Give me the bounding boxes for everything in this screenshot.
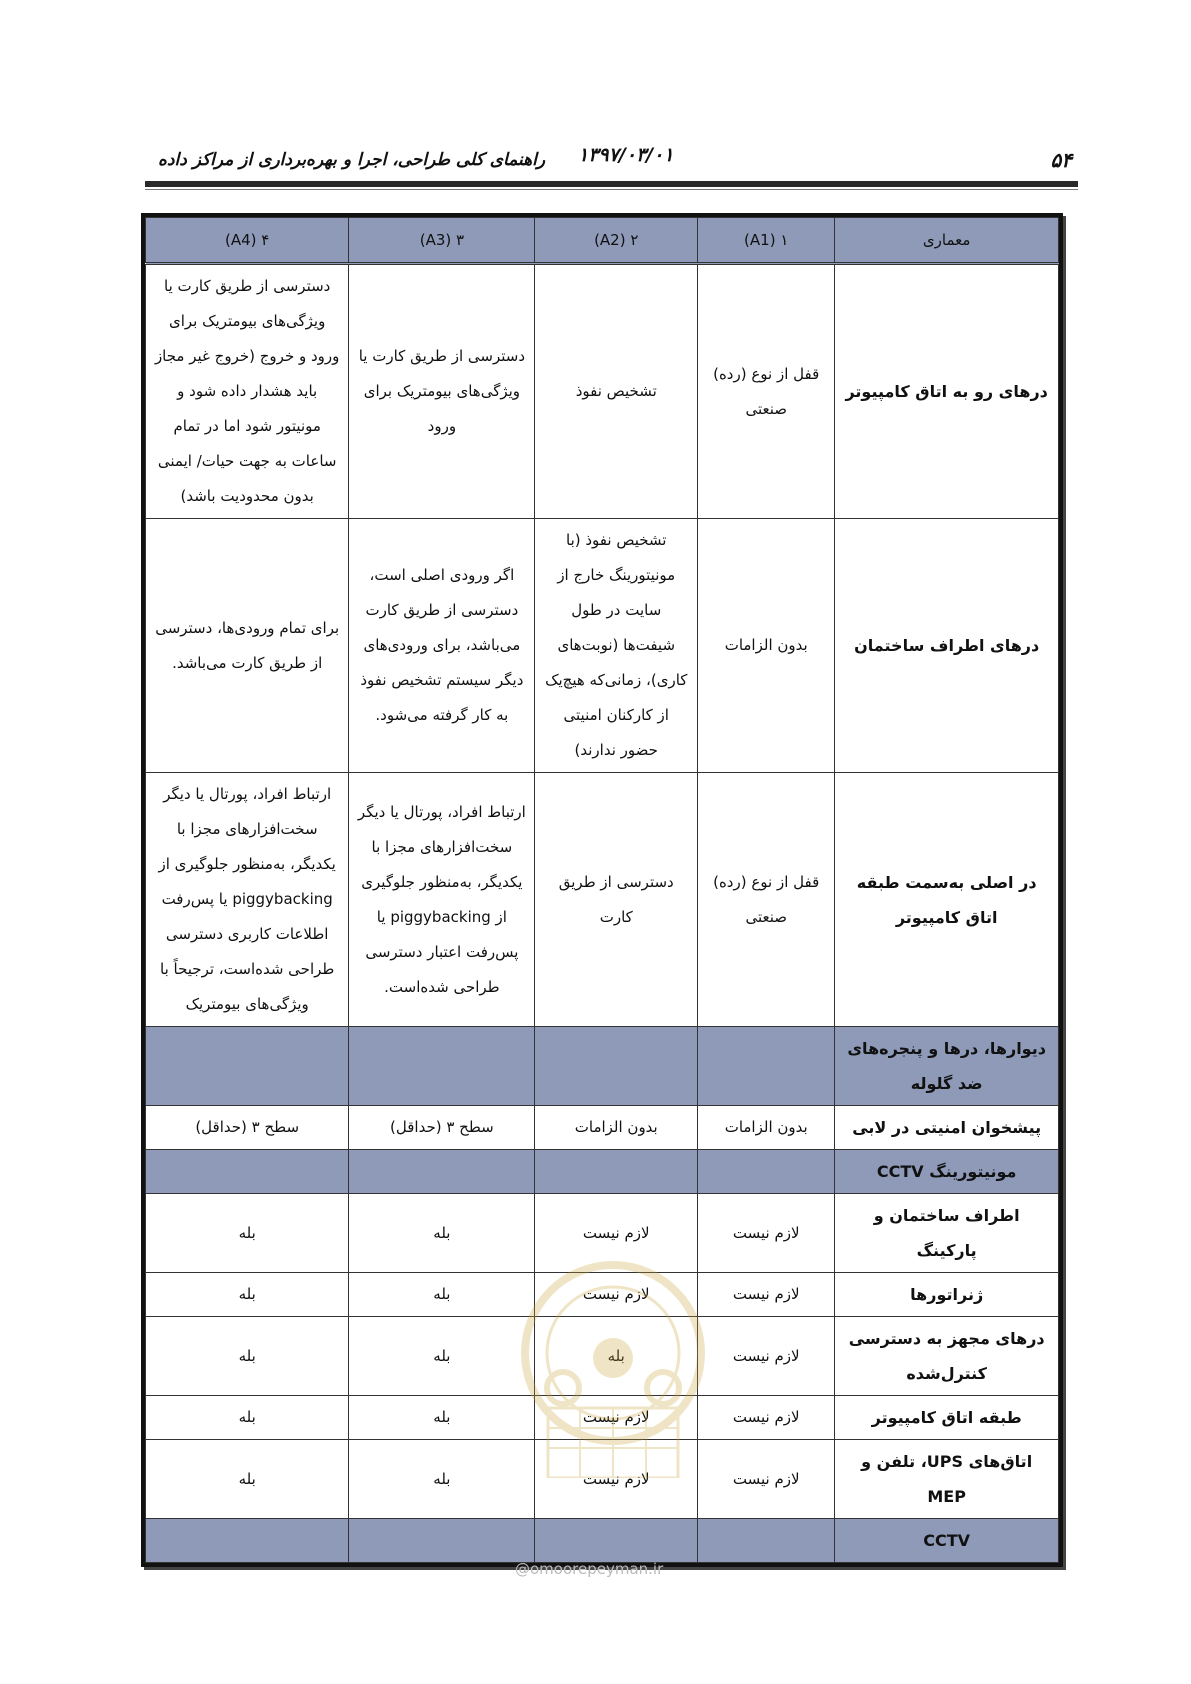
table-cell: دسترسی از طریق کارت [535, 773, 698, 1027]
table-cell: بله [146, 1396, 349, 1440]
row-title: طبقه اتاق کامپیوتر [835, 1396, 1059, 1440]
section-row [146, 1519, 1059, 1563]
table-row [146, 519, 1059, 773]
watermark-caption: @omoorepeyman.ir [515, 1560, 664, 1578]
table-row [146, 1396, 1059, 1440]
table-cell: بله [349, 1317, 535, 1396]
table-row [146, 1440, 1059, 1519]
table-cell: لازم نیست [535, 1273, 698, 1317]
table-cell: بله [146, 1273, 349, 1317]
table-cell [146, 1027, 349, 1106]
table-cell [698, 1150, 835, 1194]
table-cell [349, 1027, 535, 1106]
table-cell: بدون الزامات [698, 519, 835, 773]
row-title: در اصلی به‌سمت طبقه اتاق کامپیوتر [835, 773, 1059, 1027]
row-title: اطراف ساختمان و پارکینگ [835, 1194, 1059, 1273]
table-cell: بله [146, 1194, 349, 1273]
row-title: درهای مجهز به دسترسی کنترل‌شده [835, 1317, 1059, 1396]
section-title: مونیتورینگ CCTV [835, 1150, 1059, 1194]
table-cell: بله [349, 1194, 535, 1273]
page-header [148, 138, 1076, 178]
table-cell: لازم نیست [698, 1194, 835, 1273]
section-row [146, 1027, 1059, 1106]
table-cell: بدون الزامات [698, 1106, 835, 1150]
table-row [146, 773, 1059, 1027]
row-title: اتاق‌های UPS، تلفن و MEP [835, 1440, 1059, 1519]
table-cell: ارتباط افراد، پورتال یا دیگر سخت‌افزارهای مجزا با یکدیگر، به‌منظور جلوگیری از piggybacking یا پس‌رفت اطلاعات کاربری دسترسی طراحی شده‌است، ترجیحاً با ویژگی‌های بیومتریک [146, 773, 349, 1027]
column-header: معماری [835, 218, 1059, 264]
table-cell: سطح ۳ (حداقل) [349, 1106, 535, 1150]
section-row [146, 1150, 1059, 1194]
table-cell: اگر ورودی اصلی است، دسترسی از طریق کارت می‌باشد، برای ورودی‌های دیگر سیستم تشخیص نفوذ به کار گرفته می‌شود. [349, 519, 535, 773]
requirements-table [145, 217, 1059, 1563]
table-cell: لازم نیست [535, 1440, 698, 1519]
row-title: ژنراتورها [835, 1273, 1059, 1317]
header-rule [145, 181, 1078, 187]
column-header: ۱ (A1) [698, 218, 835, 264]
column-header: ۴ (A4) [146, 218, 349, 264]
table-cell: بله [146, 1317, 349, 1396]
table-cell [146, 1519, 349, 1563]
row-title: پیشخوان امنیتی در لابی [835, 1106, 1059, 1150]
table-header-row [146, 218, 1059, 264]
column-header: ۳ (A3) [349, 218, 535, 264]
header-date: ۱۳۹۷/۰۳/۰۱ [578, 144, 674, 166]
table-cell [349, 1150, 535, 1194]
table-cell: تشخیص نفوذ (با مونیتورینگ خارج از سایت در طول شیفت‌ها (نوبت‌های کاری)، زمانی‌که هیچ‌یک از کارکنان امنیتی حضور ندارند) [535, 519, 698, 773]
table-row [146, 1194, 1059, 1273]
table-cell: برای تمام ورودی‌ها، دسترسی از طریق کارت می‌باشد. [146, 519, 349, 773]
table-cell: قفل از نوع (رده) صنعتی [698, 773, 835, 1027]
requirements-table-frame [141, 213, 1063, 1567]
table-row [146, 1106, 1059, 1150]
table-cell: بله [349, 1440, 535, 1519]
table-cell: قفل از نوع (رده) صنعتی [698, 264, 835, 519]
page-number: ۵۴ [1050, 148, 1072, 172]
table-cell: لازم نیست [698, 1273, 835, 1317]
table-cell [535, 1150, 698, 1194]
table-cell: ارتباط افراد، پورتال یا دیگر سخت‌افزارهای مجزا با یکدیگر، به‌منظور جلوگیری از piggybacking یا پس‌رفت اعتبار دسترسی طراحی شده‌است. [349, 773, 535, 1027]
row-title: درهای رو به اتاق کامپیوتر [835, 264, 1059, 519]
table-cell: دسترسی از طریق کارت یا ویژگی‌های بیومتریک برای ورود [349, 264, 535, 519]
table-cell: لازم نیست [698, 1317, 835, 1396]
row-title: درهای اطراف ساختمان [835, 519, 1059, 773]
header-title: راهنمای کلی طراحی، اجرا و بهره‌برداری از مراکز داده [158, 150, 546, 170]
table-cell [698, 1027, 835, 1106]
table-body [146, 264, 1059, 1563]
table-cell: دسترسی از طریق کارت یا ویژگی‌های بیومتریک برای ورود و خروج (خروج غیر مجاز باید هشدار داده شود و مونیتور شود اما در تمام ساعات به جهت حیات/ ایمنی بدون محدودیت باشد) [146, 264, 349, 519]
column-header: ۲ (A2) [535, 218, 698, 264]
section-title: CCTV [835, 1519, 1059, 1563]
table-cell: بدون الزامات [535, 1106, 698, 1150]
header-rule-thin [145, 189, 1078, 190]
table-row [146, 1317, 1059, 1396]
table-row [146, 1273, 1059, 1317]
table-cell: بله [349, 1396, 535, 1440]
table-cell: تشخیص نفوذ [535, 264, 698, 519]
table-cell: سطح ۳ (حداقل) [146, 1106, 349, 1150]
section-title: دیوارها، درها و پنجره‌های ضد گلوله [835, 1027, 1059, 1106]
table-cell: لازم نیست [698, 1440, 835, 1519]
table-cell [349, 1519, 535, 1563]
table-cell [535, 1519, 698, 1563]
table-cell: لازم نیست [698, 1396, 835, 1440]
table-row [146, 264, 1059, 519]
table-cell: بله [535, 1317, 698, 1396]
table-cell [146, 1150, 349, 1194]
table-cell [535, 1027, 698, 1106]
table-cell: لازم نیست [535, 1396, 698, 1440]
table-cell: بله [146, 1440, 349, 1519]
table-cell [698, 1519, 835, 1563]
table-cell: لازم نیست [535, 1194, 698, 1273]
table-cell: بله [349, 1273, 535, 1317]
